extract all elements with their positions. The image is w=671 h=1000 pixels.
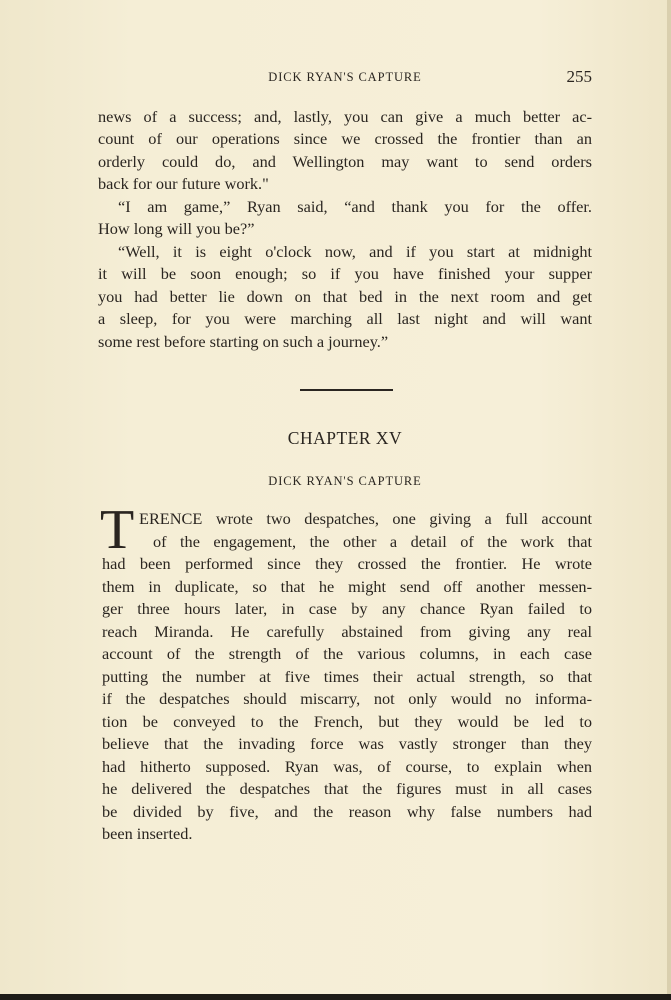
text-line: it will be soon enough; so if you have finished your supper [98, 264, 592, 283]
text-line: account of the strength of the various columns, in each case [102, 644, 592, 663]
running-header [98, 68, 592, 90]
text-line: had been performed since they crossed the frontier. He wrote [102, 554, 592, 573]
text-line: been inserted. [102, 824, 193, 843]
page-bottom-edge [0, 994, 671, 1000]
text-line: them in duplicate, so that he might send off another messen- [102, 577, 592, 596]
text-line: orderly could do, and Wellington may want to send orders [98, 152, 592, 171]
text-line: believe that the invading force was vastly stronger than they [102, 734, 592, 753]
section-divider [300, 389, 393, 391]
text-line: How long will you be?” [98, 219, 255, 238]
text-line: tion be conveyed to the French, but they would be led to [102, 712, 592, 731]
text-line: reach Miranda. He carefully abstained from giving any real [102, 622, 592, 641]
text-line: back for our future work." [98, 174, 269, 193]
text-line: be divided by five, and the reason why false numbers had [102, 802, 592, 821]
text-line: of the engagement, the other a detail of the work that [153, 532, 592, 551]
text-line: count of our operations since we crossed the frontier than an [98, 129, 592, 148]
page-number: 255 [566, 67, 592, 86]
text-line: putting the number at five times their actual strength, so that [102, 667, 592, 686]
text-line: “Well, it is eight o'clock now, and if you start at midnight [118, 242, 592, 261]
text-line: ERENCE wrote two despatches, one giving a full account [139, 509, 592, 528]
page-edge [667, 0, 671, 1000]
chapter-subtitle: DICK RYAN'S CAPTURE [268, 474, 422, 488]
text-line: if the despatches should miscarry, not only would no informa- [102, 689, 592, 708]
drop-cap: T [100, 499, 135, 561]
text-line: ger three hours later, in case by any chance Ryan failed to [102, 599, 592, 618]
text-line: you had better lie down on that bed in the next room and get [98, 287, 592, 306]
running-title: DICK RYAN'S CAPTURE [268, 70, 422, 84]
text-line: had hitherto supposed. Ryan was, of course, to explain when [102, 757, 592, 776]
text-line: news of a success; and, lastly, you can give a much better ac- [98, 107, 592, 126]
text-line: a sleep, for you were marching all last night and will want [98, 309, 592, 328]
chapter-title: CHAPTER XV [287, 428, 403, 448]
text-line: “I am game,” Ryan said, “and thank you for the offer. [118, 197, 592, 216]
text-line: he delivered the despatches that the figures must in all cases [102, 779, 592, 798]
text-line: some rest before starting on such a journey.” [98, 332, 389, 351]
